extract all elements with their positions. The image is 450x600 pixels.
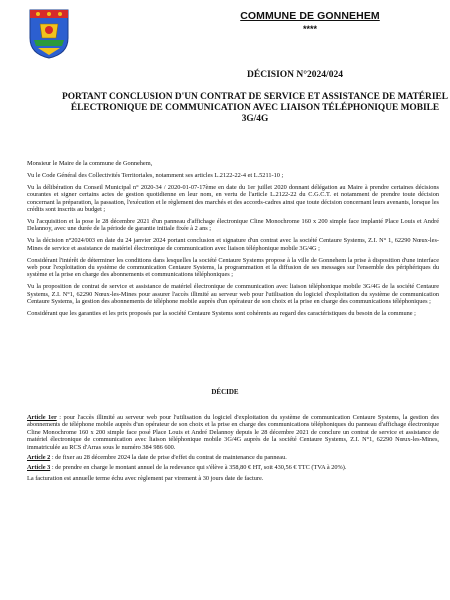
commune-name: COMMUNE DE GONNEHEM (240, 10, 380, 22)
header-stars: **** (302, 24, 317, 34)
article-label: Article 2 (27, 454, 51, 462)
article-text: : de fixer au 28 décembre 2024 la date de prise d'effet du contrat de maintenance du panneau. (50, 454, 287, 462)
decision-number: DÉCISION N°2024/024 (247, 70, 343, 80)
article-label: Article 3 (27, 464, 51, 472)
article-1 (27, 414, 439, 451)
preamble-paragraph: Vu la délibération du Conseil Municipal n° 2020-34 / 2020-01-07-17ème en date du 1er juillet 2020 donnant délégation au Maire à prendre certaines décisions courantes et signer certains actes de gestion quotidienne en leur nom, en vertu de l'article L.2122-22 du C.G.C.T. et notamment de prendre toute décision concernant la préparation, la passation, l'exécution et le règlement des marchés et des accords-cadres ainsi que toute décision concernant leurs avenants, lorsque les crédits sont inscrits au budget ; (27, 183, 439, 214)
article-2 (27, 454, 439, 461)
preamble-paragraph: Considérant l'intérêt de déterminer les conditions dans lesquelles la société Centaure Systems propose à la ville de Gonnehem la prise à disposition d'une interface web pour l'exploitation du système de communication Centaure Systems, la programmation et la diffusion de ses messages sur l'ensemble des périphériques du système et la prise en charge des abonnements et communications téléphoniques ; (27, 256, 439, 279)
article-3 (27, 464, 439, 471)
preamble-paragraph: Vu l'acquisition et la pose le 28 décembre 2021 d'un panneau d'affichage électronique Cline Monochrome 160 x 200 simple face implanté Place Louis et André Delannoy, avec une durée de la période de garantie initiale fixée à 2 ans ; (27, 217, 439, 233)
article-label: Article 1er (27, 414, 57, 421)
decision-title: PORTANT CONCLUSION D'UN CONTRAT DE SERVICE ET ASSISTANCE DE MATÉRIEL ÉLECTRONIQUE DE COMMUNICATION AVEC LIAISON TÉLÉPHONIQUE MOBILE 3G/4G (62, 92, 448, 124)
decide-heading: DÉCIDE (211, 388, 239, 396)
article-text: : pour l'accès illimité au serveur web pour l'utilisation du logiciel d'exploitation du système de communication Centaure Systems, la gestion des abonnements de téléphone mobile auprès d'un opérateur de son choix et la prise en charge des communications téléphoniques du panneau d'affichage électronique Cline Monochrome 160 x 200 simple face posé Place Louis et André Delannoy depuis le 28 décembre 2021 de conclure un contrat de service et assistance de matériel électronique de communication avec liaison téléphonique mobile 3G/4G auprès de la société Centaure Systems, Z.I. N°1, 62290 Nœux-les-Mines, immatriculée au RCS d'Arras sous le numéro 384 986 600. (27, 414, 439, 451)
preamble-paragraph: Vu la décision n°2024/003 en date du 24 janvier 2024 portant conclusion et signature d'un contrat avec la société Centaure Systems, Z.I. N° 1, 62290 Nœux-les-Mines de service et assistance de matériel électronique de communication avec liaison téléphonique mobile 3G/4G ; (27, 237, 439, 252)
preamble-paragraph: Vu le Code Général des Collectivités Territoriales, notamment ses articles L.2122-22-4 et L.5211-10 ; (27, 171, 284, 179)
preamble (27, 160, 439, 322)
preamble-paragraph: Vu la proposition de contrat de service et assistance de matériel électronique de communication avec liaison téléphonique mobile 3G/4G de la société Centaure Systems, Z.I. N°1, 62290 Nœux-les-Mines pour assurer l'accès illimité au serveur web pour l'utilisation du logiciel d'exploitation du système de communication Centaure Systems, la gestion des abonnements de téléphone mobile auprès d'un opérateur de son choix et la prise en charge des communications téléphoniques ; (27, 283, 439, 306)
preamble-paragraph: Monsieur le Maire de la commune de Gonnehem, (27, 160, 153, 167)
articles (27, 414, 439, 485)
header (20, 6, 440, 66)
closing-note: La facturation est annuelle terme échu avec règlement par virement à 30 jours date de facture. (27, 474, 264, 482)
preamble-paragraph: Considérant que les garanties et les prix proposés par la société Centaure Systems sont cohérents au regard des caractéristiques du besoin de la commune ; (27, 310, 416, 317)
article-text: : de prendre en charge le montant annuel de la redevance qui s'élève à 358,80 € HT, soit 430,56 € TTC (TVA à 20%). (50, 464, 347, 472)
coat-of-arms-logo (28, 8, 70, 60)
